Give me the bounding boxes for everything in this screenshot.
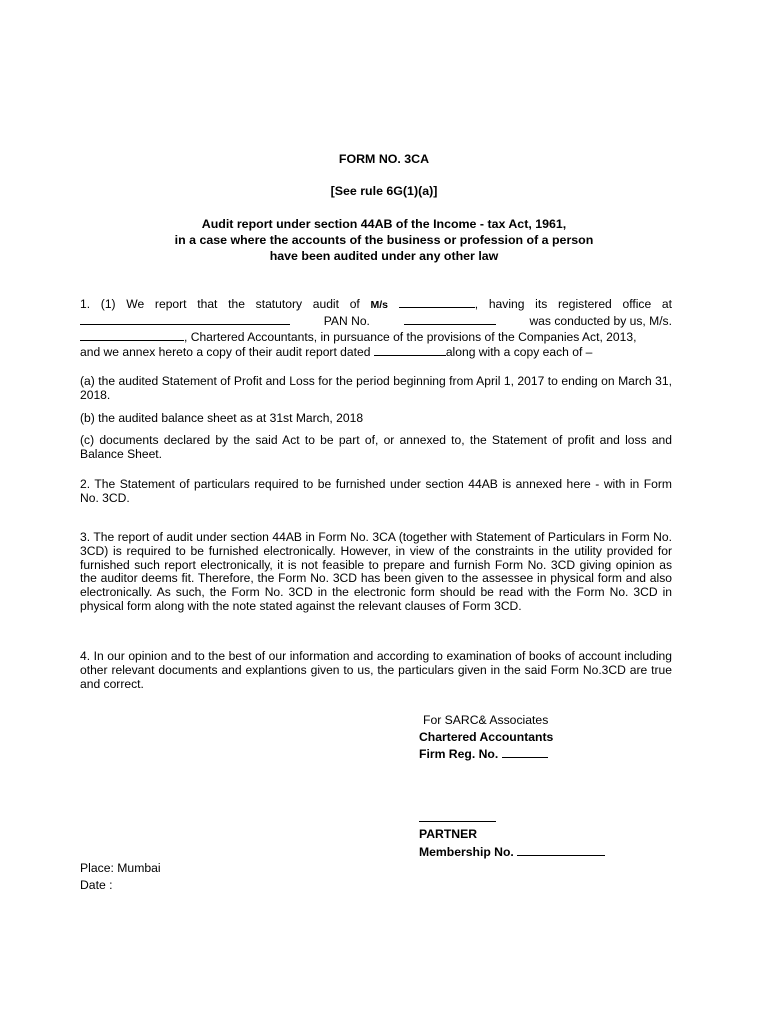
- firm-reg-label: Firm Reg. No.: [419, 747, 499, 761]
- heading-line-2: in a case where the accounts of the business or profession of a person: [174, 233, 594, 247]
- item-a: (a) the audited Statement of Profit and Loss for the period beginning from April 1, 2017 to ending on March 31, 2018.: [80, 374, 672, 402]
- date-line: Date :: [80, 878, 113, 892]
- signature-line: [419, 810, 496, 827]
- item-b: (b) the audited balance sheet as at 31st March, 2018: [80, 411, 364, 425]
- partner-label: PARTNER: [419, 827, 478, 841]
- signature-blank: [419, 810, 496, 822]
- heading-line-1: Audit report under section 44AB of the Income - tax Act, 1961,: [201, 217, 567, 231]
- paragraph-4: 4. In our opinion and to the best of our information and according to examination of books of account including other relevant documents and explantions given to us, the particulars given in the said Form No.3CD are true and correct.: [80, 649, 672, 691]
- firm-reg-line: [419, 746, 548, 763]
- ca-text: , Chartered Accountants, in pursuance of the provisions of the Companies Act, 2013,: [184, 329, 637, 344]
- firm-reg-blank: [502, 746, 548, 758]
- annex-text: and we annex hereto a copy of their audit report dated: [80, 345, 371, 360]
- conducted-text: was conducted by us, M/s.: [529, 313, 672, 328]
- place-line: Place: Mumbai: [80, 861, 161, 875]
- ms-label: M/s: [370, 299, 389, 311]
- paragraph-1-line-3: [80, 329, 672, 345]
- office-text: , having its registered office at: [474, 297, 672, 311]
- pan-blank: [404, 313, 496, 325]
- paragraph-1-line-4: [80, 344, 672, 360]
- paragraph-1-line-2: [80, 313, 672, 329]
- paragraph-1-line-1: [80, 296, 672, 313]
- paragraph-1-prefix: 1. (1) We report that the statutory audit of: [80, 297, 360, 311]
- annex-end-text: along with a copy each of –: [445, 345, 593, 360]
- pan-label: PAN No.: [323, 313, 370, 328]
- report-heading: [0, 216, 768, 264]
- paragraph-3: 3. The report of audit under section 44AB in Form No. 3CA (together with Statement of Particulars in Form No. 3CD) is required to be furnished electronically. However, in view of the constraints in the utility provided for furnished such report electronically, it is not feasible to prepare and furnish Form No. 3CD giving opinion as the auditor deems fit. Therefore, the Form No. 3CD has been given to the assessee in physical form and also electronically. As such, the Form No. 3CD in the electronic form should be read with the Form No. 3CD in physical form along with the note stated against the relevant clauses of Form 3CD.: [80, 530, 672, 613]
- office-address-blank: [80, 313, 290, 325]
- membership-blank: [517, 844, 605, 856]
- paragraph-1: [80, 296, 672, 360]
- company-name-blank: [399, 296, 475, 308]
- item-c: (c) documents declared by the said Act to be part of, or annexed to, the Statement of profit and loss and Balance Sheet.: [80, 433, 672, 461]
- firm-type: Chartered Accountants: [419, 730, 554, 744]
- for-firm-line: For SARC& Associates: [423, 713, 549, 727]
- auditor-firm-blank: [80, 329, 184, 341]
- report-date-blank: [374, 344, 446, 356]
- membership-label: Membership No.: [419, 845, 514, 859]
- heading-line-3: have been audited under any other law: [269, 249, 499, 263]
- paragraph-2: 2. The Statement of particulars required to be furnished under section 44AB is annexed here - with in Form No. 3CD.: [80, 477, 672, 505]
- rule-reference: [See rule 6G(1)(a)]: [330, 184, 438, 198]
- form-title: FORM NO. 3CA: [338, 152, 430, 166]
- membership-line: [419, 844, 605, 861]
